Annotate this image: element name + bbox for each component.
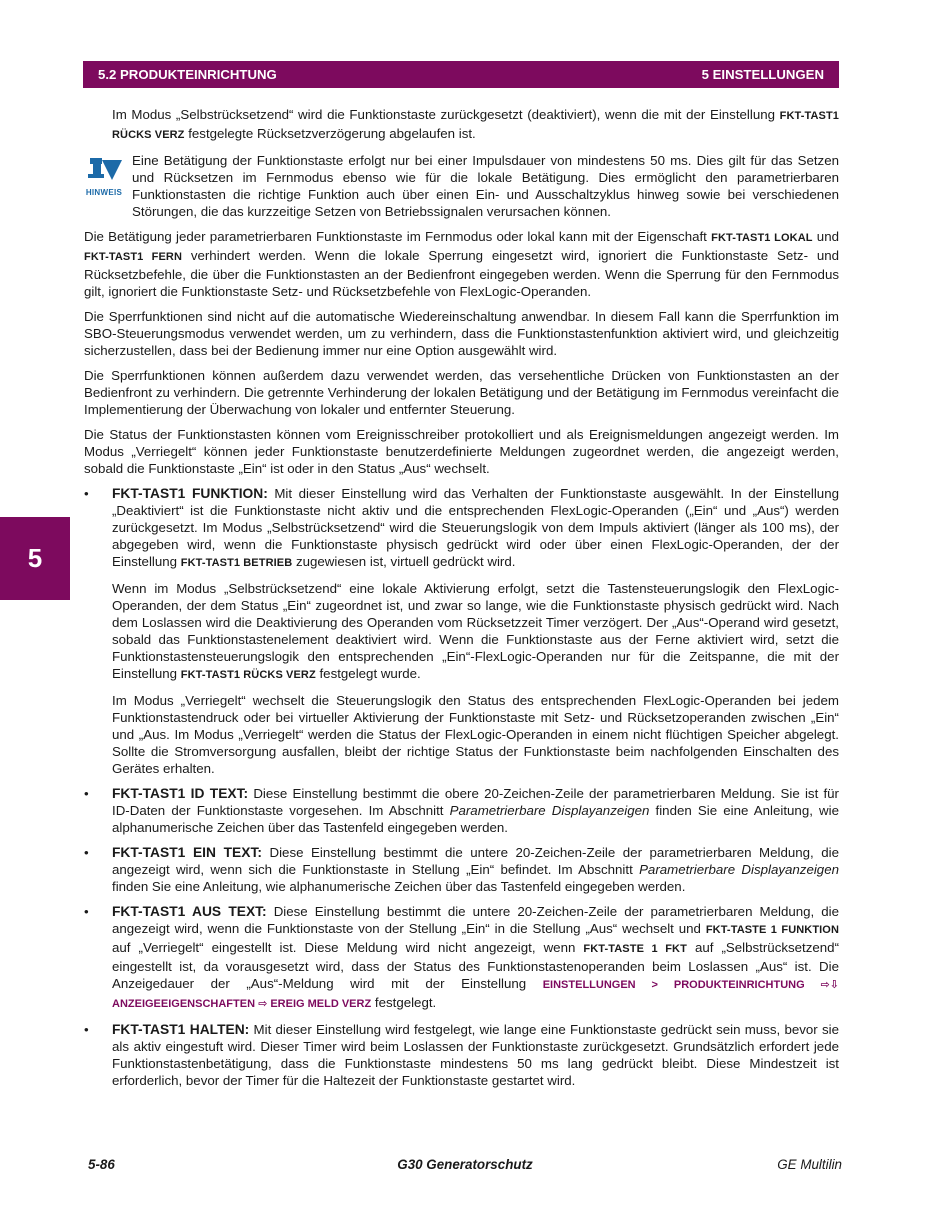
setting-name: FKT-TAST1 BETRIEB <box>180 557 293 569</box>
page-number: 5-86 <box>88 1157 115 1172</box>
bullet-function: • FKT-TAST1 FUNKTION: Mit dieser Einstellung wird das Verhalten der Funktionstaste ausgewählt. In der Einstellung „Deaktiviert“ ist die Funktionstaste nicht aktiv und die entsprechenden FlexLogic-Operanden („Ein“ und „Aus“) werden zurückgesetzt. Im Modus „Selbstrücksetzend“ wird die Steuerungslogik von dem Impuls aktiviert (länger als 100 ms), der abgegeben wird, wenn die Funktionstaste physisch gedrückt wird oder über einen FlexLogic-Operanden, der der Einstellung FKT-TAST1 BETRIEB zugewiesen ist, virtuell gedrückt wird. <box>84 485 839 572</box>
cross-reference: Parametrierbare Displayanzeigen <box>449 803 650 818</box>
setting-name: FKT-TASTE 1 FUNKTION <box>705 924 840 936</box>
note-label: HINWEIS <box>85 188 123 197</box>
chapter-side-tab <box>0 517 70 600</box>
note-block <box>84 152 839 220</box>
bullet-term: FKT-TAST1 HALTEN: <box>112 1022 250 1037</box>
bullet-term: FKT-TAST1 ID TEXT: <box>112 786 249 801</box>
paragraph-blocking: Die Betätigung jeder parametrierbaren Funktionstaste im Fernmodus oder lokal kann mit der Eigenschaft FKT-TAST1 LOKAL und FKT-TAST1 FERN verhindert werden. Wenn die lokale Sperrung eingesetzt wird, ignoriert die Funktionstaste Setz- und Rücksetzbefehle, die über die Funktionstasten an der Bedienfront eingegeben werden. Wenn die Sperrung für den Fernmodus gilt, ignoriert die Funktionstaste Setz- und Rücksetzbefehle von FlexLogic-Operanden. <box>84 229 840 299</box>
paragraph-accidental-press: Die Sperrfunktionen können außerdem dazu verwendet werden, das versehentliche Drücken von Funktionstasten an der Bedienfront zu verhindern. Die getrennte Verhinderung der lokalen Betätigung und der Betätigung im Fernmodus vereinfacht die Implementierung der Überwachung von lokaler und entfernter Steuerung. <box>84 368 839 417</box>
bullet-term: FKT-TAST1 AUS TEXT: <box>112 904 267 919</box>
menu-path-link[interactable]: EINSTELLUNGEN > PRODUKTEINRICHTUNG ⇨⇩ ANZEIGEEIGENSCHAFTEN ⇨ EREIG MELD VERZ <box>112 979 839 1010</box>
bullet-on-text: • FKT-TAST1 EIN TEXT: Diese Einstellung bestimmt die untere 20-Zeichen-Zeile der parametrierbaren Meldung, die angezeigt wird, wenn sich die Funktionstaste in Stellung „Ein“ befindet. Im Abschnitt Parametrierbare Displayanzeigen finden Sie eine Anleitung, wie alphanumerische Zeichen über das Tastenfeld eingegeben werden. <box>84 844 839 895</box>
paragraph-event-recorder: Die Status der Funktionstasten können vom Ereignisschreiber protokolliert und als Ereignismeldungen angezeigt werden. Im Modus „Verriegelt“ können jeder Funktionstaste benutzerdefinierte Meldungen zugeordnet werden, die angezeigt werden, sobald die Funktionstaste „Ein“ ist oder in den Status „Aus“ wechselt. <box>84 427 839 476</box>
bullet-off-text: • FKT-TAST1 AUS TEXT: Diese Einstellung bestimmt die untere 20-Zeichen-Zeile der parametrierbaren Meldung, die angezeigt wird, wenn die Funktionstaste von der Stellung „Ein“ in die Stellung „Aus“ wechselt und FKT-TASTE 1 FUNKTION auf „Verriegelt“ eingestellt ist. Diese Meldung wird nicht angezeigt, wenn FKT-TASTE 1 FKT auf „Selbstrücksetzend“ eingestellt ist, da vorausgesetzt wird, dass der Status des Funktionstastenoperanden beim Loslassen „Aus“ ist. Die Anzeigedauer der „Aus“-Meldung wird mit der Einstellung EINSTELLUNGEN > PRODUKTEINRICHTUNG ⇨⇩ ANZEIGEEIGENSCHAFTEN ⇨ EREIG MELD VERZ festgelegt. <box>84 903 839 1013</box>
paragraph-self-reset-local: Wenn im Modus „Selbstrücksetzend“ eine lokale Aktivierung erfolgt, setzt die Tastensteuerungslogik den FlexLogic-Operanden, der dem Status „Ein“ zugeordnet ist, und zwar so lange, wie die Funktionstaste physisch gedrückt wird. Nach dem Loslassen wird die Deaktivierung des Operanden vom Rücksetzzeit Timer verzögert. Der „Aus“-Operand wird gesetzt, sobald das Funktionstastenelement deaktiviert wird. Wenn die Funktionstaste aus der Ferne aktiviert wird, setzt die Funktionstastensteuerungslogik den entsprechenden „Ein“-FlexLogic-Operanden nur für die Zeitspanne, die mit der Einstellung FKT-TAST1 RÜCKS VERZ festgelegt wurde. <box>112 581 839 681</box>
setting-name: FKT-TAST1 FERN <box>84 251 182 263</box>
bullet-hold: • FKT-TAST1 HALTEN: Mit dieser Einstellung wird festgelegt, wie lange eine Funktionstaste gedrückt sein muss, bevor sie als aktiv eingestuft wird. Dieser Timer wird beim Loslassen der Funktionstaste zurückgesetzt. Grundsätzlich erfordert jede Funktionstastenbetätigung, dass die Funktionstaste mindestens 50 ms lang gedrückt bleibt. Diese Mindestzeit ist erforderlich, bevor der Timer für die Haltezeit der Funktionstaste gestartet wird. <box>84 1021 839 1089</box>
bullet-term: FKT-TAST1 FUNKTION: <box>112 486 268 501</box>
section-header-bar <box>83 61 839 88</box>
note-text: Eine Betätigung der Funktionstaste erfolgt nur bei einer Impulsdauer von mindestens 50 ms. Dies gilt für das Setzen und Rücksetzen im Fernmodus ebenso wie für die lokale Betätigung. Dies ermöglicht den parametrierbaren Funktionstasten die richtige Funktion auch über einen Ein- und Ausschaltzyklus hinweg sowie bei verschiedenen Störungen, die das kurzzeitige Setzen von Betriebssignalen verursachen können. <box>132 153 839 219</box>
page-footer <box>88 1157 842 1175</box>
setting-name: FKT-TASTE 1 FKT <box>583 943 687 955</box>
setting-name: FKT-TAST1 RÜCKS VERZ <box>112 110 839 141</box>
header-section-title: 5.2 PRODUKTEINRICHTUNG <box>98 67 277 82</box>
bullet-term: FKT-TAST1 EIN TEXT: <box>112 845 262 860</box>
page-content <box>84 106 839 1097</box>
product-name: G30 Generatorschutz <box>397 1157 533 1172</box>
setting-name: FKT-TAST1 RÜCKS VERZ <box>180 669 316 681</box>
paragraph-autoreclose: Die Sperrfunktionen sind nicht auf die automatische Wiedereinschaltung anwendbar. In diesem Fall kann die Sperrfunktion im SBO-Steuerungsmodus verwendet werden, um zu verhindern, dass die Funktionstastenfunktion aktiviert wird, und gleichzeitig sicherzustellen, dass bei der Bedienung immer nur eine Option ausgewählt wird. <box>84 309 839 358</box>
chapter-number: 5 <box>27 543 43 573</box>
setting-name: FKT-TAST1 LOKAL <box>711 232 813 244</box>
cross-reference: Parametrierbare Displayanzeigen <box>639 862 839 877</box>
header-chapter-title: 5 EINSTELLUNGEN <box>701 67 824 82</box>
company-name: GE Multilin <box>777 1157 842 1172</box>
bullet-id-text: • FKT-TAST1 ID TEXT: Diese Einstellung bestimmt die obere 20-Zeichen-Zeile der parametrierbaren Meldung. Sie ist für ID-Daten der Funktionstaste vorgesehen. Im Abschnitt Parametrierbare Displayanzeigen finden Sie eine Anleitung, wie alphanumerische Zeichen über das Tastenfeld eingegeben werden. <box>84 785 839 836</box>
paragraph-latched-mode: Im Modus „Verriegelt“ wechselt die Steuerungslogik den Status des entsprechenden FlexLogic-Operanden bei jedem Funktionstastendruck oder bei virtueller Aktivierung der Funktionstaste mit Setz- und Rücksetzoperanden zwischen „Ein“ und „Aus. Im Modus „Verriegelt“ werden die Status der FlexLogic-Operanden in einem nicht flüchtigen Speicher abgelegt. Sollte die Stromversorgung ausfallen, bleibt der richtige Status der Funktionstaste beim nachfolgenden Einschalten des Gerätes erhalten. <box>112 693 839 776</box>
paragraph-reset-mode: Im Modus „Selbstrücksetzend“ wird die Funktionstaste zurückgesetzt (deaktiviert), wenn die mit der Einstellung FKT-TAST1 RÜCKS VERZ festgelegte Rücksetzverzögerung abgelaufen ist. <box>112 107 839 141</box>
